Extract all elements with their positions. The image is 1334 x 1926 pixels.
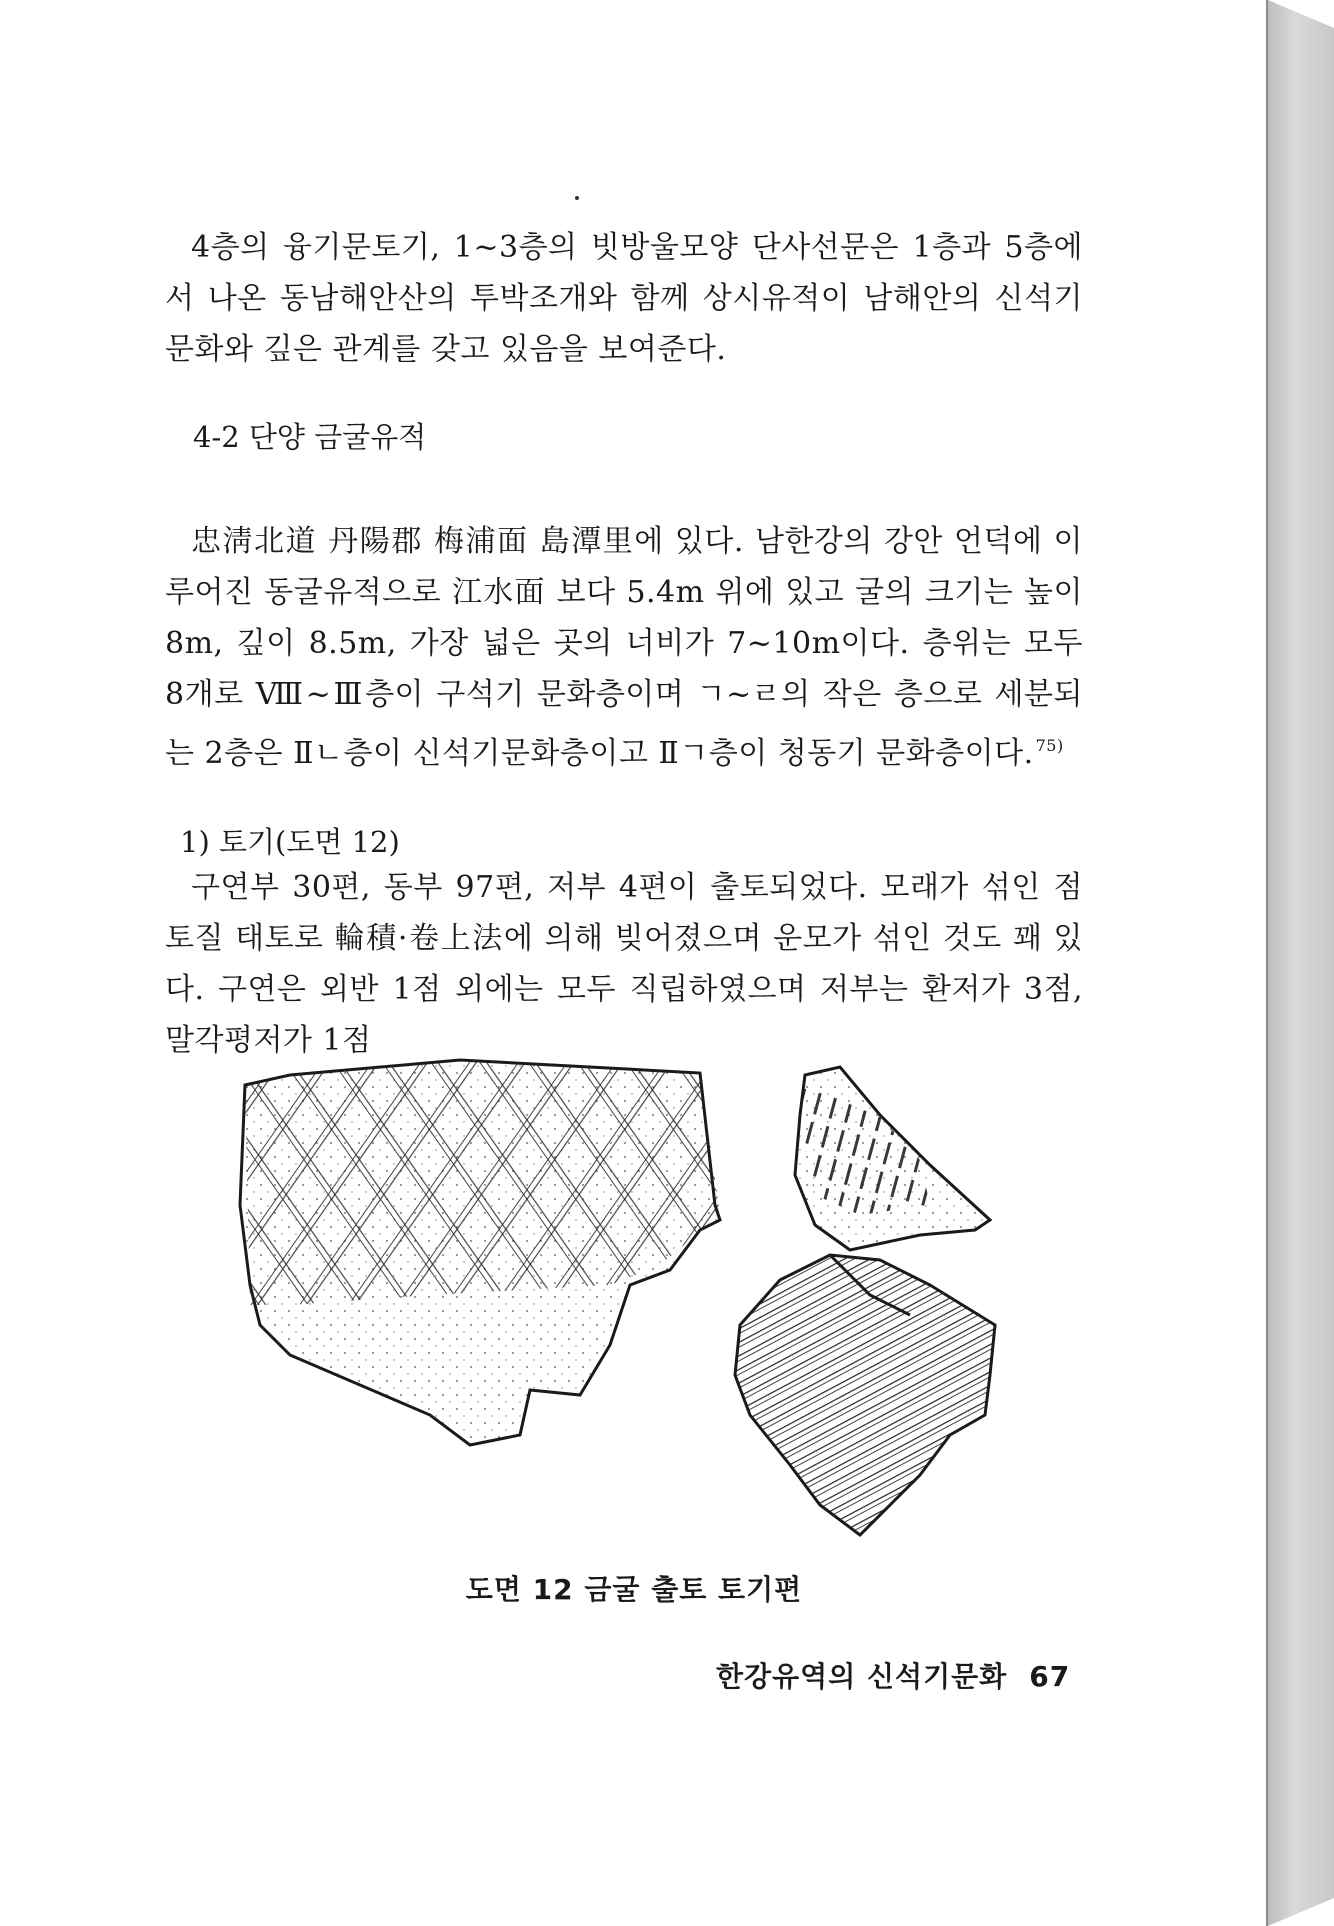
small-sherd-bottom	[735, 1255, 995, 1535]
page-number: 67	[1029, 1660, 1071, 1693]
paragraph-3: 구연부 30편, 동부 97편, 저부 4편이 출토되었다. 모래가 섞인 점토질 태토로 輪積·卷上法에 의해 빚어졌으며 운모가 섞인 것도 꽤 있다. 구연은 외반 1점 외에는 모두 직립하였으며 저부는 환저가 3점, 말각평저가 1점	[165, 870, 1083, 1058]
print-speck	[575, 196, 579, 200]
section-heading: 4-2 단양 금굴유적	[193, 420, 427, 454]
paragraph-1: 4층의 융기문토기, 1~3층의 빗방울모양 단사선문은 1층과 5층에서 나온 동남해안산의 투박조개와 함께 상시유적이 남해안의 신석기문화와 깊은 관계를 갖고 있음을 보여준다.	[165, 230, 1083, 367]
subheading: 1) 토기(도면 12)	[180, 825, 400, 859]
footnote-ref: 75)	[1035, 736, 1064, 755]
paragraph-2-text: 忠淸北道 丹陽郡 梅浦面 島潭里에 있다. 남한강의 강안 언덕에 이루어진 동굴유적으로 江水面 보다 5.4m 위에 있고 굴의 크기는 높이 8m, 깊이 8.5m, 가장 넓은 곳의 너비가 7~10m이다. 층위는 모두 8개로 Ⅷ~Ⅲ층이 구석기 문화층이며 ㄱ~ㄹ의 작은 층으로 세분되는 2층은 Ⅱㄴ층이 신석기문화층이고 Ⅱㄱ층이 청동기 문화층이다.	[165, 524, 1083, 771]
book-page-edge	[1268, 0, 1334, 1926]
paragraph-2	[165, 516, 1083, 779]
running-footer	[716, 1655, 1070, 1695]
pottery-sherd-drawing	[230, 1055, 1030, 1585]
figure-caption: 도면 12 금굴 출토 토기편	[465, 1573, 803, 1606]
running-title: 한강유역의 신석기문화	[716, 1660, 1008, 1693]
